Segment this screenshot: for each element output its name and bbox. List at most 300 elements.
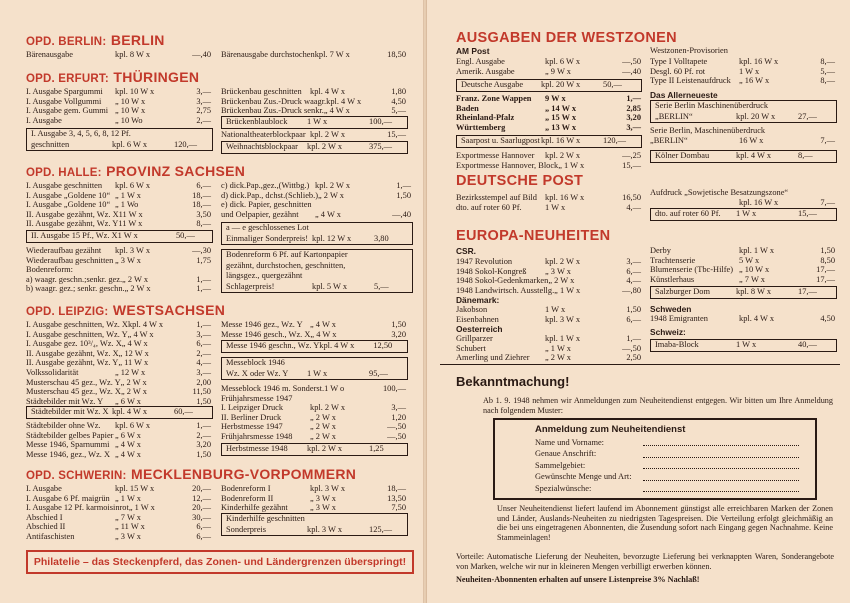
price-row xyxy=(26,181,211,191)
item-quantity: „ 1 W x xyxy=(558,160,585,170)
item-name: Bodenreform 6 Pf. auf Kartonpapier xyxy=(226,250,348,259)
erfurt-box-right-2 xyxy=(221,141,408,154)
form-field xyxy=(535,460,799,471)
item-quantity: „ 11 W x xyxy=(115,522,145,532)
item-quantity xyxy=(312,223,374,234)
item-price: 3,50 xyxy=(196,209,211,219)
item-name: Einmaliger Sonderpreis! xyxy=(226,233,309,243)
subheading-ampost: AM Post xyxy=(456,46,490,56)
item-name: II. Ausgabe gezähnt, Wz. Y xyxy=(26,358,119,368)
item-name: Frühjahrsmesse 1947 xyxy=(221,393,293,403)
price-row xyxy=(26,484,211,494)
price-row xyxy=(31,129,208,140)
item-quantity: kpl. 4 W x xyxy=(319,341,355,350)
item-quantity: kpl. 4 W x xyxy=(112,407,148,416)
item-price: 18,50 xyxy=(387,50,406,59)
item-price: 1,50 xyxy=(391,320,406,329)
item-name: Bezirksstempel auf Bild xyxy=(456,193,537,202)
item-price: 20,— xyxy=(192,503,211,513)
item-price: 100,— xyxy=(382,384,406,393)
item-name: Wiederaufbau geschnitten xyxy=(26,255,114,265)
item-name: Städtebilder gelbes Papier xyxy=(26,430,114,440)
item-name: II. Ausgabe gezähnt, Wz. Y xyxy=(26,219,119,229)
form-fields xyxy=(495,437,815,494)
item-quantity: 1 W x xyxy=(545,202,566,212)
price-row xyxy=(221,503,406,513)
erfurt-list-right xyxy=(221,87,406,116)
price-row xyxy=(26,387,211,397)
price-row xyxy=(650,136,835,146)
price-row xyxy=(226,282,408,293)
item-price xyxy=(181,129,208,140)
item-quantity: „ 2 W x xyxy=(318,190,344,200)
franz-zone-list xyxy=(456,94,641,132)
halle-list xyxy=(26,181,211,229)
item-quantity: „ 3 W x xyxy=(115,255,141,265)
item-quantity: „ 2 W x xyxy=(122,274,149,284)
form-field-label: Sammelgebiet: xyxy=(535,460,586,470)
item-price: 4,— xyxy=(626,276,641,286)
price-row xyxy=(655,151,832,162)
item-price: —,40 xyxy=(392,209,411,219)
leipzig-list xyxy=(26,320,211,406)
item-price: 3,— xyxy=(391,403,406,413)
berlin-serie-list xyxy=(650,126,835,145)
item-quantity xyxy=(768,101,809,112)
item-quantity xyxy=(310,394,372,404)
item-quantity: „ 1 W x xyxy=(128,503,155,513)
item-quantity: „ 11 W x xyxy=(118,358,149,368)
leipzig-box xyxy=(26,406,213,419)
item-price: 100,— xyxy=(369,117,393,126)
item-quantity: „ 2 W x xyxy=(310,412,336,422)
item-name: Imaba-Block xyxy=(655,340,699,349)
item-price: 18,— xyxy=(387,484,406,493)
item-quantity: „ 1 Wo xyxy=(115,200,139,210)
item-quantity xyxy=(345,261,385,272)
item-quantity: „ 10 W x xyxy=(115,106,146,116)
price-row xyxy=(221,97,406,107)
price-row xyxy=(26,503,211,513)
price-row xyxy=(221,50,406,60)
item-price: 6,— xyxy=(196,181,211,190)
price-row xyxy=(650,198,835,208)
item-price: 8,50 xyxy=(820,255,835,265)
item-quantity: 11 W x xyxy=(118,209,143,219)
item-quantity: kpl. 3 W x xyxy=(115,246,151,255)
form-field xyxy=(535,483,799,494)
heading-prefix: OPD. ERFURT: xyxy=(26,73,109,85)
item-price xyxy=(387,250,408,261)
item-name: Bärenausgabe durchstochen xyxy=(221,50,315,59)
item-price: 3,— xyxy=(626,257,641,266)
section-heading-leipzig xyxy=(26,303,225,319)
price-row xyxy=(221,106,406,116)
item-quantity xyxy=(307,358,369,369)
item-name: II. Ausgabe gezähnt, Wz. X xyxy=(26,209,119,219)
price-row xyxy=(650,126,835,136)
heading-prefix: OPD. BERLIN: xyxy=(26,36,107,48)
item-quantity: „ 3 W x xyxy=(545,266,571,276)
price-row xyxy=(26,522,211,532)
item-price: —,30 xyxy=(192,246,211,255)
item-name: II. Ausgabe gezähnt, Wz. X xyxy=(26,348,119,358)
europa-list-right xyxy=(650,246,835,284)
item-name: „BERLIN“ xyxy=(650,135,688,145)
price-row xyxy=(650,188,835,198)
item-price xyxy=(369,358,403,369)
item-name: längsgez., quergezähnt xyxy=(226,271,303,280)
item-price: 27,— xyxy=(798,111,817,121)
item-name: I. Ausgabe 6 Pf. maigrün xyxy=(26,493,110,503)
item-name: Herbstmesse 1948 xyxy=(226,444,288,453)
item-name: Exportmesse Hannover, Block xyxy=(456,160,559,170)
price-row xyxy=(26,450,211,460)
bekanntmachung-title: Bekanntmachung! xyxy=(456,374,570,389)
item-price: 3,— xyxy=(626,122,641,132)
service-paragraph: Unser Neuheitendienst liefert laufend im Abonnement günstigst alle erreichbaren Marken der Zonen und Länder, Auslands-Neuheiten zu niedrigsten Tagespreisen. Die Verteilung erfolgt gleichmäßig an die bei uns eingetragenen Abonnenten, die Zusendung sofort nach Eingang gegen Nachnahme. Keine Stammeinlagen! xyxy=(497,504,833,542)
item-price: 2,85 xyxy=(626,103,641,113)
item-quantity: kpl. 3 W x xyxy=(310,484,346,493)
item-price: 13,50 xyxy=(387,493,406,503)
item-name: I. Ausgabe gez. 10³/₄, Wz. X xyxy=(26,339,122,349)
item-quantity: 16 W x xyxy=(739,135,764,145)
item-name: I. Leipziger Druck xyxy=(221,403,284,413)
item-name: Amerling und Ziehrer xyxy=(456,353,530,363)
item-name: II. Ausgabe 15 Pf., Wz. X xyxy=(31,231,118,240)
form-field-line xyxy=(643,448,799,457)
item-price: 15,— xyxy=(622,160,641,170)
price-row xyxy=(221,320,406,330)
registration-form xyxy=(493,418,817,500)
bekanntmachung-intro: Ab 1. 9. 1948 nehmen wir Anmeldungen zum Neuheitendienst entgegen. Wir bitten um Ihre Anmeldung nach folgendem Muster: xyxy=(483,396,833,415)
item-quantity: „ 12 W x xyxy=(118,348,149,358)
price-row xyxy=(26,50,211,60)
leipzig-list-2 xyxy=(26,421,211,459)
item-price: 4,50 xyxy=(391,96,406,106)
item-quantity: „ 4 W x xyxy=(121,339,148,349)
item-quantity: „ 3 W x xyxy=(310,503,336,513)
price-row xyxy=(650,265,835,275)
item-name: Saarpost u. Saarlugpost xyxy=(461,136,540,145)
price-row xyxy=(26,494,211,504)
item-quantity: kpl. 12 W x xyxy=(312,233,352,243)
item-name: 1948 Sokol-Kongreß xyxy=(456,266,527,276)
subheading-schweden: Schweden xyxy=(650,304,692,314)
price-row xyxy=(226,250,408,261)
price-row xyxy=(26,431,211,441)
price-row xyxy=(26,358,211,368)
form-field-label: Gewünschte Menge und Art: xyxy=(535,472,632,482)
price-row xyxy=(221,87,406,97)
leipzig-box-right-2 xyxy=(221,357,408,380)
item-price: 1,— xyxy=(396,181,411,190)
heading-region: THÜRINGEN xyxy=(113,69,200,85)
heading-prefix: OPD. SCHWERIN: xyxy=(26,470,127,482)
item-price: 4,50 xyxy=(820,314,835,323)
item-name: Amerik. Ausgabe xyxy=(456,66,515,76)
item-price: 5,— xyxy=(374,281,389,291)
item-quantity: kpl. 20 W x xyxy=(541,80,581,89)
item-price: —,40 xyxy=(622,66,641,76)
item-name: Kinderhilfe gezähnt xyxy=(221,503,288,513)
item-price: 1,50 xyxy=(820,246,835,255)
price-row xyxy=(221,422,406,432)
item-quantity: „ 6 W x xyxy=(115,396,141,406)
westzonen-box-1 xyxy=(456,79,642,92)
form-field xyxy=(535,437,799,448)
abonnenten-note: Neuheiten-Abonnenten erhalten auf unsere Listenpreise 3% Nachlaß! xyxy=(456,575,700,584)
item-quantity: kpl. 2 W x xyxy=(315,181,351,190)
westzonen-box-right-1 xyxy=(650,100,837,123)
heading-region: WESTSACHSEN xyxy=(112,302,226,318)
form-field-label: Genaue Anschrift: xyxy=(535,449,597,459)
price-row xyxy=(221,330,406,340)
item-name: dto. auf roter 60 Pf. xyxy=(456,202,522,212)
item-price: 8,— xyxy=(196,219,211,229)
price-row xyxy=(226,261,408,272)
item-name: Brückenblaublock xyxy=(226,117,288,126)
item-quantity xyxy=(348,250,387,261)
item-name: I. Ausgabe geschnitten xyxy=(26,181,103,190)
item-name: Nationaltheaterblockpaar xyxy=(221,130,306,139)
item-price: 120,— xyxy=(174,139,198,149)
item-name: I. Ausgabe 12 Pf. karmoisinrot xyxy=(26,503,129,513)
price-row xyxy=(456,94,641,104)
section-heading-westzonen xyxy=(456,30,677,46)
section-heading-europa xyxy=(456,228,610,244)
ampost-list xyxy=(456,57,641,76)
item-price: 1,50 xyxy=(396,190,411,200)
item-quantity: kpl. 20 W x xyxy=(736,111,776,121)
item-price: 95,— xyxy=(369,368,388,378)
price-row xyxy=(26,378,211,388)
item-name: 1948 Emigranten xyxy=(650,314,708,323)
section-heading-schwerin xyxy=(26,467,356,483)
price-row xyxy=(456,305,641,315)
item-name: Engl. Ausgabe xyxy=(456,57,505,66)
item-price: 4,— xyxy=(626,202,641,212)
price-row xyxy=(456,353,641,363)
price-row xyxy=(226,525,403,536)
price-row xyxy=(26,320,211,330)
item-quantity: kpl. 15 W x xyxy=(115,484,155,493)
price-row xyxy=(26,349,211,359)
item-quantity xyxy=(788,188,818,198)
item-name: I. Ausgabe Vollgummi xyxy=(26,96,102,106)
item-name: gezähnt, durchstochen, geschnitten, xyxy=(226,260,346,270)
item-quantity: „ 6 W x xyxy=(115,430,141,440)
item-name: 1947 Revolution xyxy=(456,257,513,266)
heading-prefix: OPD. LEIPZIG: xyxy=(26,306,109,318)
price-row xyxy=(456,123,641,133)
item-quantity: kpl. 4 W x xyxy=(739,314,775,323)
price-row xyxy=(456,286,641,296)
price-row xyxy=(26,513,211,523)
price-row xyxy=(226,341,403,352)
item-price: —,50 xyxy=(622,57,641,66)
exportmesse-list xyxy=(456,151,641,170)
price-row xyxy=(26,219,211,229)
item-price: 50,— xyxy=(603,80,622,89)
item-quantity: „ 4 W x xyxy=(315,209,341,219)
vorteile-paragraph: Vorteile: Automatische Lieferung der Neuheiten, bevorzugte Lieferung bei verknappten Waren, Sonderangebote von Marken, welche wir nur in kleineren Mengen verbilligt erwerben können. xyxy=(456,552,834,571)
item-price: 6,— xyxy=(196,531,211,541)
item-name: Messe 1946, Sparnummi xyxy=(26,440,110,450)
price-row xyxy=(26,191,211,201)
price-row xyxy=(456,267,641,277)
price-row xyxy=(226,271,408,282)
price-row xyxy=(226,514,403,525)
price-row xyxy=(26,116,211,126)
item-quantity: „ 7 W x xyxy=(739,274,765,284)
item-name: geschnitten xyxy=(31,139,70,149)
item-quantity: 1 W x xyxy=(307,368,328,378)
price-row xyxy=(456,334,641,344)
item-quantity: kpl. 1 W x xyxy=(739,246,775,255)
form-field-line xyxy=(643,460,799,469)
item-price: —,80 xyxy=(622,285,641,295)
item-price: 15,— xyxy=(387,130,406,139)
item-price: 1,— xyxy=(196,421,211,430)
price-row xyxy=(221,200,411,210)
item-name: „BERLIN“ xyxy=(655,111,693,121)
halle-box-right-2 xyxy=(221,249,413,293)
item-name: Sonderpreis xyxy=(226,524,267,534)
item-quantity: „ 12 W x xyxy=(115,367,146,377)
item-name: Jakobson xyxy=(456,305,488,314)
item-quantity: kpl. 4 W x xyxy=(736,151,772,160)
price-row xyxy=(26,330,211,340)
price-row xyxy=(31,140,208,151)
item-price: —,40 xyxy=(192,50,211,59)
price-row xyxy=(26,256,211,266)
item-name: I. Ausgabe geschnitten, Wz. Y xyxy=(26,329,128,339)
item-quantity: „ 16 W x xyxy=(739,76,770,86)
price-row xyxy=(226,369,403,380)
item-name: Serie Berlin, Maschinenüberdruck xyxy=(650,126,766,135)
item-price: 3,80 xyxy=(374,233,389,243)
price-row xyxy=(26,210,211,220)
item-price: 1,— xyxy=(626,334,641,343)
schwerin-box-right xyxy=(221,513,408,536)
price-row xyxy=(26,440,211,450)
price-row xyxy=(221,484,406,494)
item-name: Rheinland-Pfalz xyxy=(456,113,515,123)
halle-box-right-1 xyxy=(221,222,413,245)
item-price: —,50 xyxy=(387,422,406,432)
item-quantity: 1 W x xyxy=(545,305,566,314)
item-price: 5,— xyxy=(820,66,835,76)
price-row xyxy=(650,275,835,285)
item-quantity: kpl. 16 W x xyxy=(739,57,779,66)
item-name: Trachtenserie xyxy=(650,255,696,265)
item-price: 18,— xyxy=(192,200,211,210)
item-name: Salzburger Dom xyxy=(655,287,710,296)
item-name: Messe 1946 gesch., Wz. X xyxy=(221,329,311,339)
item-price: 20,— xyxy=(192,484,211,493)
item-price: 1,— xyxy=(196,284,211,294)
item-price: 15,— xyxy=(798,209,817,218)
item-name: I. Ausgabe „Goldene 10“ xyxy=(26,190,111,200)
halle-box xyxy=(26,230,213,243)
price-row xyxy=(456,57,641,67)
price-row xyxy=(26,275,211,285)
daenemark-list xyxy=(456,305,641,324)
item-price: —,25 xyxy=(622,151,641,160)
price-row xyxy=(461,80,637,91)
item-price: 17,— xyxy=(816,265,835,275)
deutsche-post-list xyxy=(456,193,641,212)
section-heading-halle xyxy=(26,164,245,180)
item-name: I. Ausgabe gem. Gummi xyxy=(26,106,109,116)
heading-title: EUROPA-NEUHEITEN xyxy=(456,228,611,244)
item-quantity: „ 1 W x xyxy=(115,493,141,503)
item-name: Antifaschisten xyxy=(26,531,75,541)
item-quantity: kpl. 2 W x xyxy=(310,403,346,413)
item-name: Exportmesse Hannover xyxy=(456,151,535,160)
item-price: 1,50 xyxy=(196,449,211,459)
item-price xyxy=(810,126,835,136)
price-row xyxy=(655,101,832,112)
item-price: 12,— xyxy=(192,493,211,503)
section-heading-deutsche-post xyxy=(456,173,583,189)
price-row xyxy=(655,287,832,298)
item-quantity: „ 4 W x xyxy=(310,320,336,329)
item-name: Messe 1946, gez., Wz. X xyxy=(26,449,111,459)
item-name: Abschied II xyxy=(26,522,66,532)
price-row xyxy=(26,421,211,431)
item-quantity: „ 9 W x xyxy=(545,66,571,76)
item-price: 8,— xyxy=(798,151,813,160)
price-row xyxy=(26,532,211,542)
item-price: 5,— xyxy=(391,106,406,116)
item-price: 2,75 xyxy=(196,106,211,116)
item-name: a) waagr. geschn.;senkr. gez. xyxy=(26,274,123,284)
price-row xyxy=(650,57,835,67)
item-price: 2,00 xyxy=(196,377,211,387)
item-quantity: „ 2 W x xyxy=(120,387,147,397)
form-field xyxy=(535,448,799,459)
price-row xyxy=(26,106,211,116)
item-price: 30,— xyxy=(192,512,211,522)
price-row xyxy=(26,246,211,256)
price-row xyxy=(650,314,835,324)
price-row xyxy=(31,231,208,242)
price-row xyxy=(456,151,641,161)
item-price: 2,— xyxy=(196,430,211,440)
item-quantity: kpl. 4 W x xyxy=(127,320,164,329)
price-row xyxy=(221,191,411,201)
price-row xyxy=(456,113,641,123)
item-quantity: kpl. 6 W x xyxy=(545,57,581,66)
item-price: 7,— xyxy=(820,135,835,145)
item-price: 1,50 xyxy=(626,305,641,314)
item-price: 40,— xyxy=(798,340,817,349)
item-quantity: „ 2 W x xyxy=(545,353,571,363)
item-quantity: „ 7 W x xyxy=(115,512,141,522)
item-price: 3,20 xyxy=(196,440,211,450)
item-name: Kölner Dombau xyxy=(655,151,710,160)
item-price: —,50 xyxy=(387,431,406,441)
item-quantity: 5 W x xyxy=(739,255,760,265)
provisorien-list xyxy=(650,57,835,86)
price-row xyxy=(456,344,641,354)
price-row xyxy=(221,210,411,220)
item-quantity: „ 4 W x xyxy=(310,329,337,339)
item-quantity: kpl. 5 W x xyxy=(312,281,348,291)
item-quantity: kpl. 4 W x xyxy=(326,96,362,106)
